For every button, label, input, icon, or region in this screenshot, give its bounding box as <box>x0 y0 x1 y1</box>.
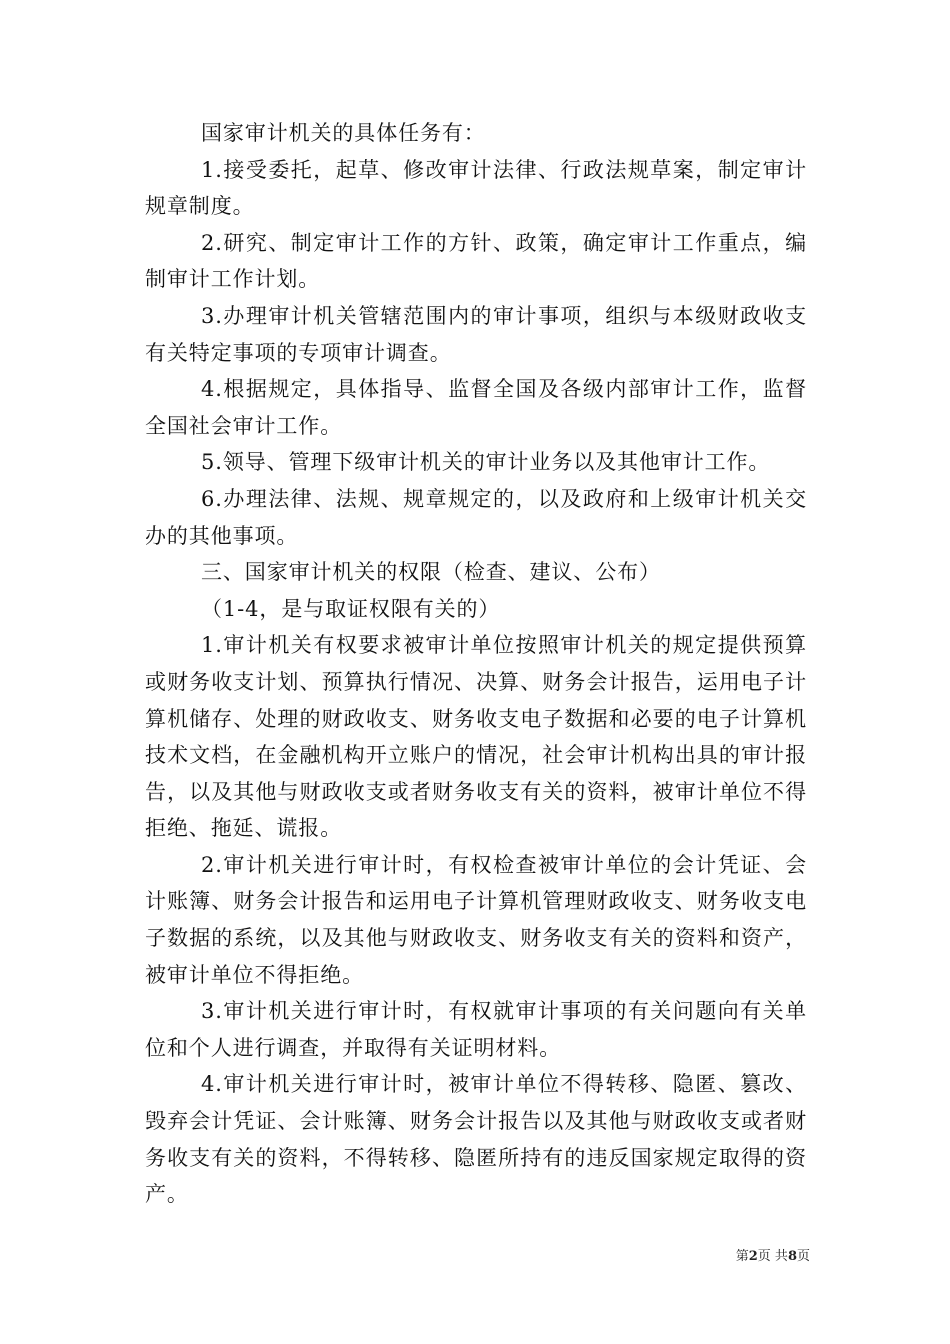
paragraph-authority-2: 2.审计机关进行审计时，有权检查被审计单位的会计凭证、会计账簿、财务会计报告和运用电子计算机管理财政收支、财务收支电子数据的系统，以及其他与财政收支、财务收支有关的资料和资产，被审计单位不得拒绝。 <box>145 852 807 987</box>
footer-prefix: 第 <box>735 1249 749 1264</box>
paragraph-authority-1: 1.审计机关有权要求被审计单位按照审计机关的规定提供预算或财务收支计划、预算执行情况、决算、财务会计报告，运用电子计算机储存、处理的财政收支、财务收支电子数据和必要的电子计算机技术文档，在金融机构开立账户的情况，社会审计机构出具的审计报告，以及其他与财政收支或者财务收支有关的资料，被审计单位不得拒绝、拖延、谎报。 <box>145 633 807 841</box>
footer-total-pages: 8 <box>787 1249 797 1264</box>
footer-suffix: 页 <box>796 1249 810 1264</box>
paragraph-task-4: 4.根据规定，具体指导、监督全国及各级内部审计工作，监督全国社会审计工作。 <box>145 377 807 438</box>
page-number-footer <box>700 1245 810 1264</box>
document-body <box>145 115 807 1213</box>
paragraph-task-1: 1.接受委托，起草、修改审计法律、行政法规草案，制定审计规章制度。 <box>145 157 807 219</box>
paragraph-task-2: 2.研究、制定审计工作的方针、政策，确定审计工作重点，编制审计工作计划。 <box>145 230 807 292</box>
paragraph-evidence-note: （1-4，是与取证权限有关的） <box>201 596 501 621</box>
paragraph-task-6: 6.办理法律、法规、规章规定的，以及政府和上级审计机关交办的其他事项。 <box>145 486 807 548</box>
paragraph-task-3: 3.办理审计机关管辖范围内的审计事项，组织与本级财政收支有关特定事项的专项审计调查。 <box>145 303 807 365</box>
footer-current-page: 2 <box>748 1249 758 1264</box>
paragraph-tasks-heading: 国家审计机关的具体任务有： <box>201 121 486 145</box>
paragraph-authority-4: 4.审计机关进行审计时，被审计单位不得转移、隐匿、篡改、毁弃会计凭证、会计账簿、财务会计报告以及其他与财政收支或者财务收支有关的资料，不得转移、隐匿所持有的违反国家规定取得的资产。 <box>145 1072 807 1207</box>
paragraph-authority-3: 3.审计机关进行审计时，有权就审计事项的有关问题向有关单位和个人进行调查，并取得有关证明材料。 <box>145 999 807 1060</box>
section-heading-authority: 三、国家审计机关的权限（检查、建议、公布） <box>201 560 661 585</box>
footer-middle: 页 共 <box>757 1249 788 1264</box>
paragraph-task-5: 5.领导、管理下级审计机关的审计业务以及其他审计工作。 <box>201 450 771 475</box>
